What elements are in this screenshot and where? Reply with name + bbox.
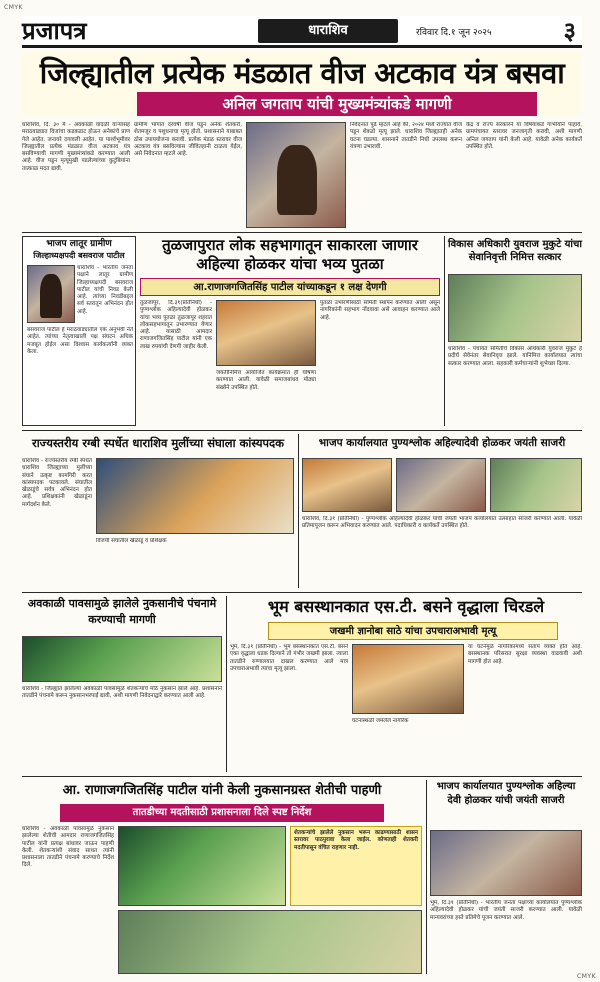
inspection-subheadline: तातडीच्या मदतीसाठी प्रशासनाला दिले स्पष्ट निर्देश — [60, 804, 384, 822]
inspection-photo — [118, 826, 286, 906]
retirement-headline: विकास अधिकारी युवराज मुकुटे यांचा सेवानिवृत्ती निमित्त सत्कार — [448, 239, 582, 263]
retirement-body: धाराशिव - पंचायत समितीचे विकास अधिकारी युवराज मुकुटे हे प्रदीर्घ सेवेनंतर सेवानिवृत्त झाले. यानिमित्त कार्यालयात त्यांचा सत्कार करण्यात आला. सहकारी कर्मचाऱ्यांनी शुभेच्छा दिल्या. — [448, 346, 582, 367]
rain-headline: अवकाळी पावसामुळे झालेले नुकसानीचे पंचनामे करण्याची मागणी — [27, 597, 217, 626]
sports-headline: राज्यस्तरीय रग्बी स्पर्धेत धाराशिव मुलींच्या संघाला कांस्यपदक — [32, 436, 284, 450]
st-body1: भूम, दि.३१ (प्रतिनिधी) - भूम बसस्थानकात एस.टी. बसने एका वृद्धाला धडक दिल्याने तो गंभीर जखमी झाला. त्याला तातडीने रुग्णालयात दाखल करण्यात आले मात्र उपचाराअभावी त्याचा मृत्यू झाला. — [230, 644, 348, 672]
bjp-jayanti-photo2 — [396, 458, 486, 512]
bjp-jayanti-headline: भाजप कार्यालयात पुण्यश्लोक अहिल्यादेवी होळकर जयंती साजरी — [318, 437, 566, 449]
ad-portrait — [27, 265, 75, 323]
divider — [22, 232, 582, 233]
bjp-jayanti2-body: भूम, दि.३१ (प्रतिनिधी) - भारतीय जनता पक्षाच्या कार्यालयात पुण्यश्लोक अहिल्यादेवी होळकर यांची जयंती साजरी करण्यात आली. यावेळी मान्यवरांच्या हस्ते प्रतिमेचे पूजन करण्यात आले. — [430, 900, 582, 921]
ad-body: धाराशिव - भारतीय जनता पक्षाने लातूर ग्रामीण जिल्हाध्यक्षपदी बसवराज पाटील यांची निवड केली आहे. त्यांच्या निवडीबद्दल सर्व स्तरातून अभिनंदन होत आहे. — [77, 265, 133, 315]
edition-city: धाराशिव — [258, 19, 398, 43]
bjp-jayanti-photo3 — [490, 458, 582, 512]
lead-col3: निवेदनात पुढे म्हटले आहे की, २०२४ मध्ये राज्यात वीज पडून शेकडो मृत्यू झाले. धाराशिव जिल्ह्यातही अनेक घटना घडल्या. शासनाने तातडीने निधी उपलब्ध करून यंत्रणा उभारावी. — [350, 122, 462, 150]
st-subheadline: जखमी ज्ञानोबा साठे यांचा उपचाराअभावी मृत्यू — [268, 622, 558, 640]
st-caption: घटनास्थळी जमलेले नागरिक — [352, 718, 409, 724]
rain-body: धाराशिव - जिल्ह्यात झालेल्या अवकाळी पावसामुळे शेतकऱ्यांचे मोठे नुकसान झाले आहे. प्रशासनाने तातडीने पंचनामे करून नुकसानभरपाई द्यावी, अशी मागणी निवेदनाद्वारे करण्यात आली आहे. — [22, 686, 222, 700]
statue-body1: तुळजापूर, दि.३१(प्रतिनिधी) - पुण्यश्लोक अहिल्यादेवी होळकर यांचा भव्य पुतळा तुळजापूर शहरात लोकसहभागातून उभारण्यात येणार आहे. यासाठी आमदार राणाजगजितसिंह पाटील यांनी एक लाख रुपयांची देणगी जाहीर केली. — [140, 300, 212, 350]
edition-date: रविवार दि.१ जून २०२५ — [416, 28, 492, 38]
lead-col1: धाराशिव, दि. ३० मे - अवकाळी वादळी वाऱ्यासह मराठवाड्यात विजांचा कडकडाट होऊन अनेकांचे प्राण गेले आहेत. जनावरे दगावली आहेत. या पार्श्वभूमीवर जिल्ह्यातील प्रत्येक मंडळात वीज अटकाव यंत्र बसविण्याची मागणी मुख्यमंत्र्यांकडे करण्यात आली आहे. वीज पडून मृत्यूमुखी पडलेल्यांच्या कुटुंबियांना तात्काळ मदत द्यावी. — [22, 122, 130, 172]
page-number: ३ — [563, 16, 576, 45]
sports-body: धाराशिव - राज्यस्तरीय रग्बी स्पर्धेत धाराशिव जिल्ह्याच्या मुलींच्या संघाने उत्कृष्ट कामगिरी करत कांस्यपदक पटकावले. संघातील खेळाडूंचे सर्वत्र अभिनंदन होत आहे. प्रशिक्षकांनी खेळाडूंना मार्गदर्शन केले. — [22, 458, 92, 508]
rain-photo — [22, 636, 222, 682]
sports-photo — [96, 458, 294, 534]
ad-line1: भाजप लातूर ग्रामीण — [46, 239, 112, 249]
inspection-headline: आ. राणाजगजितसिंह पाटील यांनी केली नुकसानग्रस्त शेतीची पाहणी — [62, 783, 382, 798]
lead-col4: केंद्र व राज्य सरकारने या विषयाकडे गांभीर्याने पाहावे. ग्रामपंचायत स्तरावर जनजागृती करावी, अशी मागणी अनिल जगताप यांनी केली आहे. यावेळी अनेक कार्यकर्ते उपस्थित होते. — [466, 122, 582, 150]
divider — [226, 596, 227, 772]
divider — [298, 434, 299, 588]
lead-header — [22, 52, 582, 116]
divider — [22, 592, 582, 593]
divider — [444, 236, 445, 426]
sports-caption: विजयी संघातील खेळाडू व प्रशिक्षक — [96, 538, 167, 544]
statue-body3: पुतळा उभारणीसाठी समिती स्थापन करण्यात आली असून नागरिकांनी सहभाग नोंदवावा असे आवाहन करण्यात आले आहे. — [320, 300, 440, 321]
statue-headline: तुळजापुरात लोक सहभागातून साकारला जाणार अहिल्या होळकर यांचा भव्य पुतळा — [162, 236, 418, 273]
statue-photo — [216, 300, 316, 366]
bjp-jayanti2-photo — [430, 830, 582, 896]
brand-logo: प्रजापत्र — [22, 16, 87, 45]
bjp-jayanti-body: धाराशिव, दि.३१ (प्रतिनिधी) - पुण्यश्लोक अहिल्यादेवी होळकर यांची जयंती भाजप कार्यालयात उत्साहात साजरी करण्यात आली. यावेळी प्रतिमापूजन करून अभिवादन करण्यात आले. पदाधिकारी व कार्यकर्ते उपस्थित होते. — [302, 516, 582, 530]
divider — [22, 776, 582, 777]
print-mark-left: CMYK — [4, 4, 23, 11]
retirement-photo — [448, 274, 582, 342]
st-headline: भूम बसस्थानकात एस.टी. बसने वृद्धाला चिरडले — [267, 597, 545, 616]
bjp-jayanti2-headline: भाजप कार्यालयात पुण्यश्लोक अहिल्या देवी होळकर यांची जयंती साजरी — [436, 781, 576, 806]
bjp-jayanti-photo1 — [302, 458, 392, 512]
inspection-body: धाराशिव - अवकाळी पावसामुळे नुकसान झालेल्या शेतीची आमदार राणाजगजितसिंह पाटील यांनी प्रत्यक्ष बांधावर जाऊन पाहणी केली. शेतकऱ्यांशी संवाद साधत त्यांनी प्रशासनाला तातडीने पंचनामे करण्याचे निर्देश दिले. — [22, 826, 114, 869]
inspection-quote: शेतकऱ्यांचे झालेले नुकसान भरून काढण्यासाठी शासन स्तरावर पाठपुरावा केला जाईल. कोणताही शेतकरी मदतीपासून वंचित राहणार नाही. — [290, 826, 422, 906]
st-photo — [352, 644, 464, 714]
lead-subheadline: अनिल जगताप यांची मुख्यमंत्र्यांकडे मागणी — [137, 92, 537, 116]
lead-col2: ग्रामीण भागात दरवर्षी वीज पडून अनेक शेतकरी, शेतमजूर व पशुधनाचा मृत्यू होतो. प्रशासनाने याबाबत ठोस उपाययोजना करावी. प्रत्येक मंडळ स्तरावर वीज अटकाव यंत्र बसविल्यास जीवितहानी टाळता येईल, असे निवेदनात म्हटले आहे. — [134, 122, 242, 158]
inspection-photo2 — [118, 910, 422, 974]
masthead — [22, 16, 582, 48]
st-body2: या घटनेमुळे नागरिकांमध्ये संताप व्यक्त होत आहे. बसस्थानक परिसरात सुरक्षा व्यवस्था वाढवावी अशी मागणी होत आहे. — [468, 644, 582, 665]
lead-photo — [246, 122, 346, 228]
ad-caption: बसवराज पाटील हे मराठवाड्यातील एक अनुभवी नेते आहेत. त्यांच्या नेतृत्वाखाली पक्ष संघटन अधिक मजबूत होईल असा विश्वास कार्यकर्त्यांनी व्यक्त केला. — [27, 327, 133, 355]
ad-box — [22, 236, 136, 426]
print-mark-right: CMYK — [577, 973, 596, 980]
lead-headline: जिल्ह्यातील प्रत्येक मंडळात वीज अटकाव यंत्र बसवा — [39, 56, 565, 90]
ad-line2: जिल्हाध्यक्षपदी बसवराज पाटील — [33, 251, 125, 260]
statue-subheadline: आ.राणाजगजितसिंह पाटील यांच्याकडून १ लक्ष देणगी — [140, 278, 440, 296]
divider — [426, 780, 427, 974]
divider — [22, 430, 582, 431]
statue-body2: जयंतीनिमित्त आयोजित कार्यक्रमात ही घोषणा करण्यात आली. यावेळी समाजबांधव मोठ्या संख्येने उपस्थित होते. — [216, 370, 316, 391]
